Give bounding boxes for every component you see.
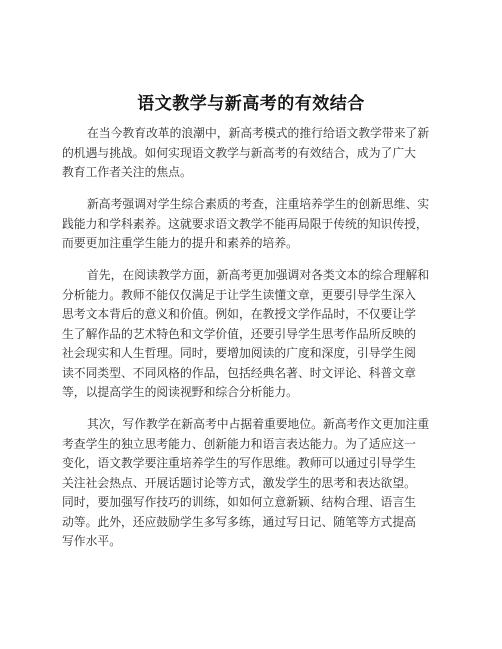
paragraph-line: 写作水平。 [62,534,121,548]
paragraph-line: 践能力和学科素养。这就要求语文教学不能再局限于传统的知识传授， [62,216,428,231]
paragraph-line: 考查学生的独立思考能力、创新能力和语言表达能力。为了适应这一 [62,436,416,451]
paragraph-line: 生了解作品的艺术特色和文学价值，还要引导学生思考作品所反映的 [62,326,416,341]
paragraph-writing [62,415,442,552]
paragraph-line: 读不同类型、不同风格的作品，包括经典名著、时文评论、科普文章 [62,365,416,380]
paragraph-requirements [62,195,442,254]
paragraph-line: 社会现实和人生哲理。同时，要增加阅读的广度和深度，引导学生阅 [62,346,416,360]
paragraph-line: 教育工作者关注的焦点。 [62,165,192,179]
paragraph-line: 在当今教育改革的浪潮中，新高考模式的推行给语文教学带来了新 [87,126,430,140]
document-title: 语文教学与新高考的有效结合 [137,94,365,114]
paragraph-line: 关注社会热点、开展话题讨论等方式，激发学生的思考和表达欲望。 [62,475,416,490]
paragraph-line: 而要更加注重学生能力的提升和素养的培养。 [62,236,298,250]
paragraph-intro [62,124,442,183]
paragraph-reading [62,266,442,403]
paragraph-line: 思考文本背后的意义和价值。例如，在教授文学作品时，不仅要让学 [62,307,416,321]
paragraph-line: 变化，语文教学要注重培养学生的写作思维。教师可以通过引导学生 [62,456,416,470]
paragraph-line: 同时，要加强写作技巧的训练，如如何立意新颖、结构合理、语言生 [62,495,416,509]
paragraph-line: 分析能力。教师不能仅仅满足于让学生读懂文章，更要引导学生深入 [62,287,416,302]
paragraph-line: 动等。此外，还应鼓励学生多写多练，通过写日记、随笔等方式提高 [62,514,416,529]
paragraph-line: 首先，在阅读教学方面，新高考更加强调对各类文本的综合理解和 [87,268,430,282]
paragraph-line: 等，以提高学生的阅读视野和综合分析能力。 [62,385,298,399]
paragraph-line: 的机遇与挑战。如何实现语文教学与新高考的有效结合，成为了广大 [62,145,416,160]
paragraph-line: 新高考强调对学生综合素质的考查，注重培养学生的创新思维、实 [87,197,430,211]
paragraph-line: 其次，写作教学在新高考中占据着重要地位。新高考作文更加注重 [87,417,430,431]
